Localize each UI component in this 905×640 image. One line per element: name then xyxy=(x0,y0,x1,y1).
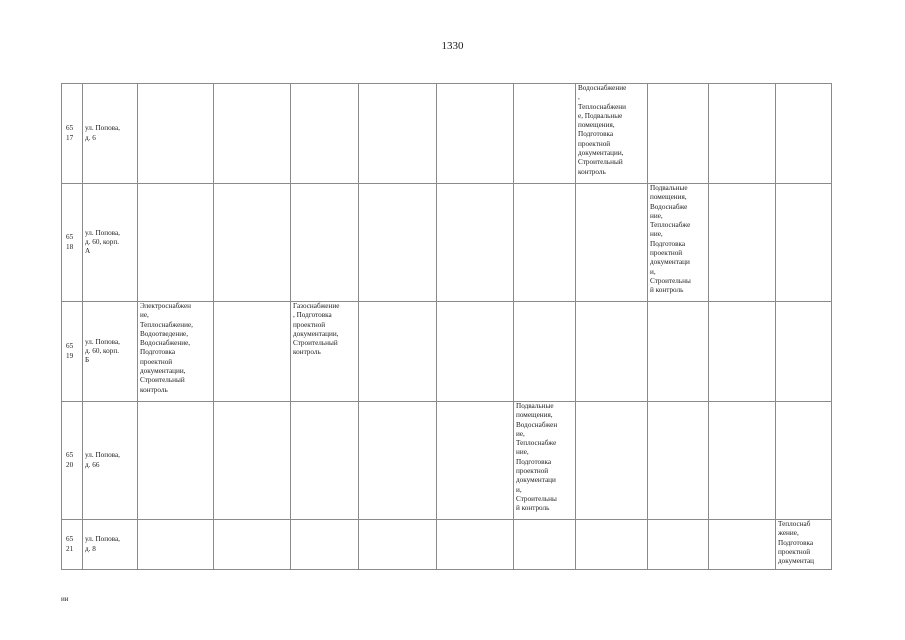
work-cell xyxy=(291,184,359,302)
work-cell xyxy=(437,302,514,402)
table-row xyxy=(62,184,832,302)
row-number: 65 20 xyxy=(62,402,83,520)
work-cell xyxy=(359,184,437,302)
work-cell xyxy=(514,520,576,570)
work-cell xyxy=(437,84,514,184)
work-cell xyxy=(776,302,832,402)
work-cell xyxy=(214,402,291,520)
table-row xyxy=(62,84,832,184)
work-cell xyxy=(138,184,214,302)
work-cell xyxy=(214,520,291,570)
work-cell xyxy=(359,520,437,570)
work-cell xyxy=(648,302,709,402)
work-cell xyxy=(648,84,709,184)
work-cell xyxy=(214,84,291,184)
table-row xyxy=(62,302,832,402)
work-cell xyxy=(138,520,214,570)
work-cell: Подвальные помещения, Водоснабжен ие, Теплоснабже ние, Подготовка проектной документаци и, Строительны й контроль xyxy=(514,402,576,520)
work-cell xyxy=(576,402,648,520)
work-cell xyxy=(576,302,648,402)
work-cell xyxy=(291,402,359,520)
address-cell: ул. Попова, д. 8 xyxy=(83,520,138,570)
work-cell xyxy=(514,84,576,184)
work-cell xyxy=(359,402,437,520)
work-cell xyxy=(291,520,359,570)
work-cell xyxy=(214,302,291,402)
address-cell: ул. Попова, д. 60, корп. А xyxy=(83,184,138,302)
work-cell xyxy=(514,184,576,302)
work-cell xyxy=(214,184,291,302)
work-cell xyxy=(437,520,514,570)
work-cell xyxy=(514,302,576,402)
footer-fragment: ии xyxy=(61,595,69,603)
work-cell xyxy=(359,302,437,402)
works-table xyxy=(61,83,832,570)
work-cell xyxy=(291,84,359,184)
address-cell: ул. Попова, д. 60, корп. Б xyxy=(83,302,138,402)
work-cell xyxy=(776,402,832,520)
work-cell xyxy=(709,402,776,520)
row-number: 65 18 xyxy=(62,184,83,302)
address-cell: ул. Попова, д. 66 xyxy=(83,402,138,520)
work-cell xyxy=(576,520,648,570)
work-cell: Электроснабжен ие, Теплоснабжение, Водоотведение, Водоснабжение, Подготовка проектной документации, Строительный контроль xyxy=(138,302,214,402)
work-cell: Газоснабжение , Подготовка проектной документации, Строительный контроль xyxy=(291,302,359,402)
page-number: 1330 xyxy=(441,40,464,52)
work-cell xyxy=(437,184,514,302)
table-row xyxy=(62,520,832,570)
work-cell: Водоснабжение , Теплоснабжени е, Подвальные помещения, Подготовка проектной документации, Строительный контроль xyxy=(576,84,648,184)
work-cell: Теплоснаб жение, Подготовка проектной документац xyxy=(776,520,832,570)
work-cell xyxy=(776,184,832,302)
work-cell xyxy=(359,84,437,184)
work-cell xyxy=(648,402,709,520)
row-number: 65 21 xyxy=(62,520,83,570)
work-cell xyxy=(709,84,776,184)
work-cell xyxy=(709,184,776,302)
row-number: 65 19 xyxy=(62,302,83,402)
work-cell xyxy=(709,302,776,402)
row-number: 65 17 xyxy=(62,84,83,184)
work-cell xyxy=(437,402,514,520)
work-cell xyxy=(138,402,214,520)
address-cell: ул. Попова, д. 6 xyxy=(83,84,138,184)
work-cell xyxy=(776,84,832,184)
table-row xyxy=(62,402,832,520)
work-cell xyxy=(576,184,648,302)
work-cell xyxy=(138,84,214,184)
work-cell xyxy=(709,520,776,570)
work-cell xyxy=(648,520,709,570)
work-cell: Подвальные помещения, Водоснабже ние, Теплоснабже ние, Подготовка проектной документаци и, Строительны й контроль xyxy=(648,184,709,302)
